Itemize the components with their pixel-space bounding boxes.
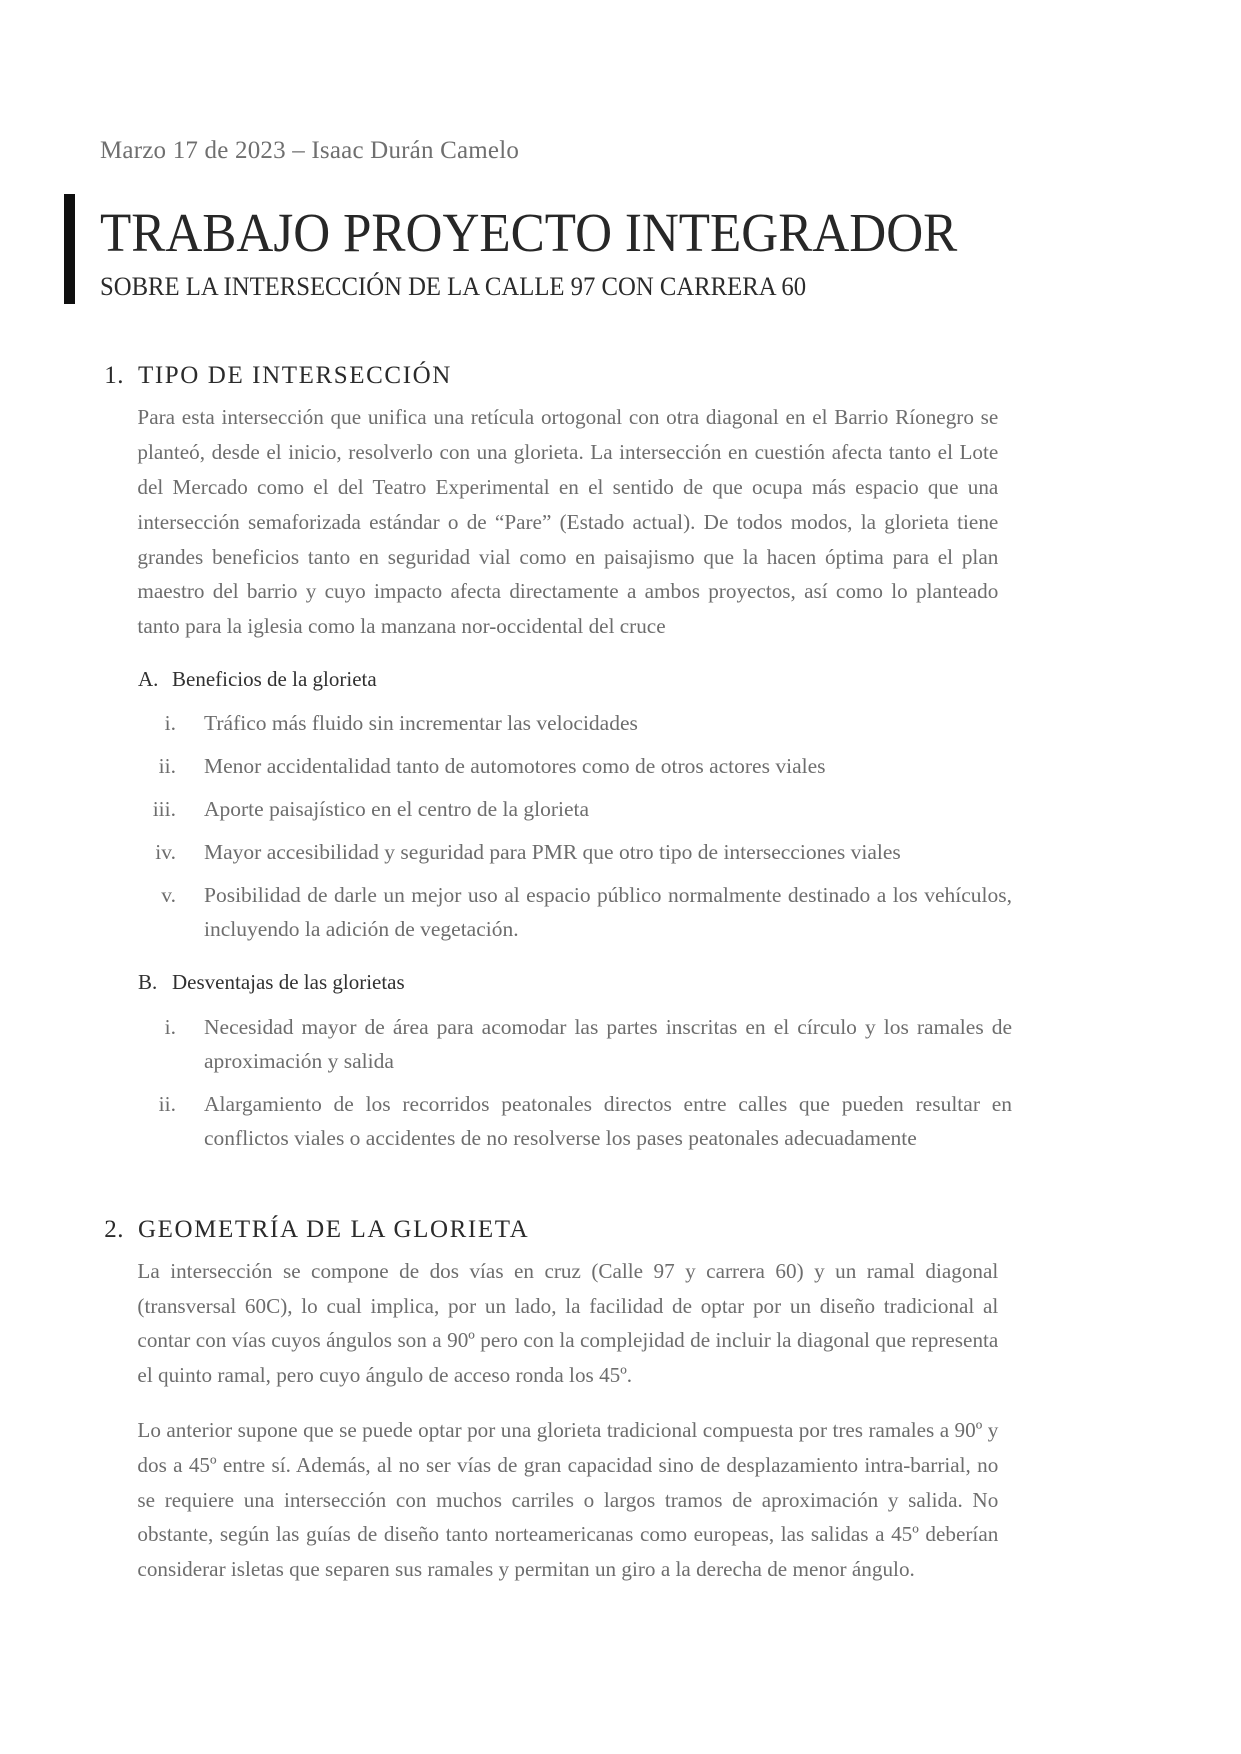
subsection-a-title: Beneficios de la glorieta: [172, 666, 377, 691]
subsection-a-marker: A.: [138, 666, 159, 691]
list-item-text: Tráfico más fluido sin incrementar las velocidades: [204, 711, 638, 736]
subsection-b-heading: [100, 967, 1012, 999]
title-block: [100, 204, 1012, 302]
subsection-a-list: [100, 707, 1012, 947]
section-1-number: 1.: [104, 362, 124, 390]
section-1-heading: [100, 362, 1012, 390]
section-1: [100, 362, 1012, 1155]
section-1-title: TIPO DE INTERSECCIÓN: [138, 362, 452, 390]
list-item-marker: i.: [164, 1014, 176, 1039]
list-item-marker: ii.: [158, 1091, 176, 1116]
list-item: [138, 1011, 1012, 1079]
list-item: [138, 793, 1012, 827]
section-2: [100, 1216, 1012, 1587]
page-subtitle: SOBRE LA INTERSECCIÓN DE LA CALLE 97 CON CARRERA 60: [100, 272, 807, 301]
list-item-marker: i.: [164, 711, 176, 736]
subsection-b-list: [100, 1011, 1012, 1156]
subsection-a-heading: [100, 664, 1012, 696]
list-item: [138, 750, 1012, 784]
title-accent-bar: [64, 194, 75, 304]
list-item-text: Aporte paisajístico en el centro de la glorieta: [204, 797, 590, 822]
subsection-b-marker: B.: [138, 970, 158, 995]
section-1-paragraph-1: Para esta intersección que unifica una retícula ortogonal con otra diagonal en el Barrio Ríonegro se planteó, desde el inicio, resolverlo con una glorieta. La intersección en cuestión afecta tanto el Lote del Mercado como el del Teatro Experimental en el sentido de que ocupa más espacio que una intersección semaforizada estándar o de “Pare” (Estado actual). De todos modos, la glorieta tiene grandes beneficios tanto en seguridad vial como en paisajismo que la hacen óptima para el plan maestro del barrio y cuyo impacto afecta directamente a ambos proyectos, así como lo planteado tanto para la iglesia como la manzana nor-occidental del cruce: [137, 405, 999, 639]
list-item-marker: v.: [161, 883, 176, 908]
list-item: [138, 836, 1012, 870]
section-2-paragraph-2: Lo anterior supone que se puede optar por una glorieta tradicional compuesta por tres ramales a 90º y dos a 45º entre sí. Además, al no ser vías de gran capacidad sino de desplazamiento intra-barrial, no se requiere una intersección con muchos carriles o largos tramos de aproximación y salida. No obstante, según las guías de diseño tanto norteamericanas como europeas, las salidas a 45º deberían considerar isletas que separen sus ramales y permitan un giro a la derecha de menor ángulo.: [137, 1417, 999, 1582]
list-item-text: Alargamiento de los recorridos peatonales directos entre calles que pueden resultar en conflictos viales o accidentes de no resolverse los pases peatonales adecuadamente: [204, 1091, 1012, 1150]
page-title: TRABAJO PROYECTO INTEGRADOR: [100, 202, 958, 264]
section-2-paragraph-1: La intersección se compone de dos vías en cruz (Calle 97 y carrera 60) y un ramal diagonal (transversal 60C), lo cual implica, por un lado, la facilidad de optar por un diseño tradicional al contar con vías cuyos ángulos son a 90º pero con la complejidad de incluir la diagonal que representa el quinto ramal, pero cuyo ángulo de acceso ronda los 45º.: [137, 1258, 999, 1388]
list-item: [138, 1088, 1012, 1156]
section-2-title: GEOMETRÍA DE LA GLORIETA: [138, 1215, 530, 1243]
list-item-text: Mayor accesibilidad y seguridad para PMR que otro tipo de intersecciones viales: [204, 840, 901, 865]
section-2-heading: [100, 1216, 1012, 1244]
subsection-b-title: Desventajas de las glorietas: [172, 970, 405, 995]
list-item-text: Posibilidad de darle un mejor uso al espacio público normalmente destinado a los vehículos, incluyendo la adición de vegetación.: [204, 883, 1012, 942]
list-item-text: Necesidad mayor de área para acomodar las partes inscritas en el círculo y los ramales de aproximación y salida: [204, 1014, 1012, 1073]
section-2-number: 2.: [104, 1215, 124, 1243]
list-item: [138, 879, 1012, 947]
list-item-marker: iv.: [155, 840, 176, 865]
document-content: [100, 0, 1012, 1587]
list-item-text: Menor accidentalidad tanto de automotores como de otros actores viales: [204, 754, 826, 779]
list-item-marker: iii.: [152, 797, 176, 822]
date-author-line: Marzo 17 de 2023 – Isaac Durán Camelo: [100, 137, 520, 164]
list-item: [138, 707, 1012, 741]
list-item-marker: ii.: [158, 754, 176, 779]
